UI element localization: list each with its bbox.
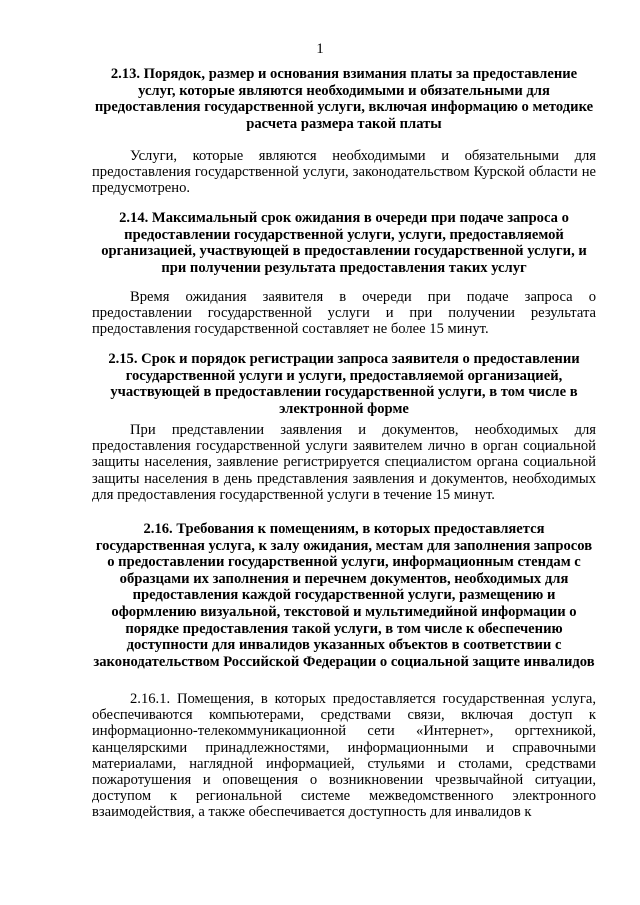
section-2-13-body: Услуги, которые являются необходимыми и обязательными для предоставления государственной услуги, законодательством Курской области не предусмотрено. <box>92 148 596 197</box>
section-2-13-heading: 2.13. Порядок, размер и основания взимания платы за предоставление услуг, которые являются необходимыми и обязательными для предоставления государственной услуги, включая информацию о методике расчета размера такой платы <box>94 66 594 132</box>
section-2-15-body: При представлении заявления и документов, необходимых для предоставления государственной услуги заявителем лично в орган социальной защиты населения, заявление регистрируется специалистом органа социальной защиты населения в день представления заявления и документов, необходимых для предоставления государственной услуги в течение 15 минут. <box>92 422 596 503</box>
page-number: 1 <box>316 41 324 57</box>
section-2-16-heading: 2.16. Требования к помещениям, в которых предоставляется государственная услуга, к залу ожидания, местам для заполнения запросов о предоставлении государственной услуги, информационным стендам с образцами их заполнения и перечнем документов, необходимых для предоставления каждой государственной услуги, размещению и оформлению визуальной, текстовой и мультимедийной информации о порядке предоставления такой услуги, в том числе к обеспечению доступности для инвалидов указанных объектов в соответствии с законодательством Российской Федерации о социальной защите инвалидов <box>93 521 595 670</box>
section-2-16-body: 2.16.1. Помещения, в которых предоставляется государственная услуга, обеспечиваются компьютерами, средствами связи, включая доступ к информационно-телекоммуникационной сети «Интернет», оргтехникой, канцелярскими принадлежностями, информационными и справочными материалами, наглядной информацией, стульями и столами, средствами пожаротушения и оповещения о возникновении чрезвычайной ситуации, доступом к региональной системе межведомственного электронного взаимодействия, а также обеспечивается доступность для инвалидов к <box>92 691 596 821</box>
section-2-14-heading: 2.14. Максимальный срок ожидания в очереди при подаче запроса о предоставлении государственной услуги, услуги, предоставляемой организацией, участвующей в предоставлении государственной услуги, и при получении результата предоставления таких услуг <box>101 210 587 276</box>
section-2-15-heading: 2.15. Срок и порядок регистрации запроса заявителя о предоставлении государственной услуги и услуги, предоставляемой организацией, участвующей в предоставлении государственной услуги, в том числе в электронной форме <box>108 351 580 417</box>
section-2-14-body: Время ожидания заявителя в очереди при подаче запроса о предоставлении государственной услуги и при получении результата предоставления государственной составляет не более 15 минут. <box>92 289 596 338</box>
